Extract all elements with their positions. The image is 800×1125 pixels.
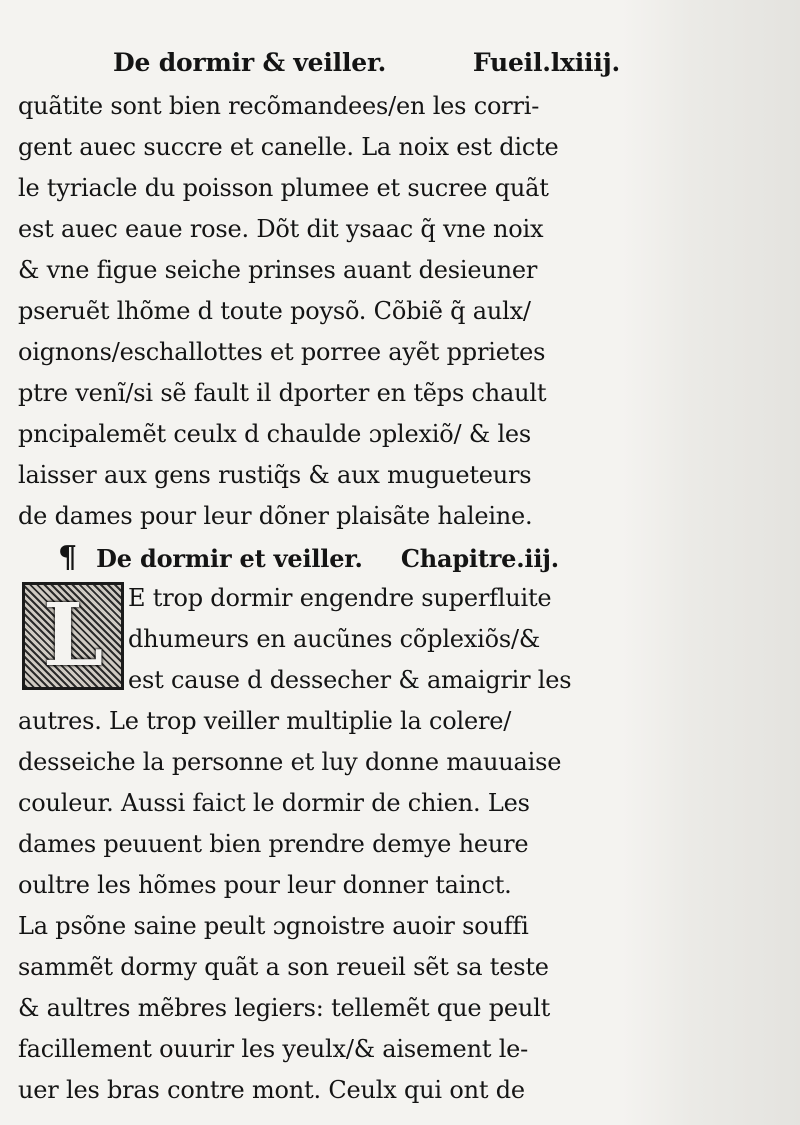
text-line: & aultres mẽbres legiers: tellemẽt que peult [18,994,551,1022]
chapter-heading [18,537,628,578]
text-line: pseruẽt lhõme d toute poysõ. Cõbiẽ q̃ aulx/ [18,297,531,325]
text-line: oignons/eschallottes et porree ayẽt pprietes [18,338,546,366]
text-line: sammẽt dormy quãt a son reueil sẽt sa teste [18,953,549,981]
text-block [18,40,628,1111]
initial-letter: L [42,585,104,686]
pilcrow-icon: ¶ [58,540,77,575]
text-line: quãtite sont bien recõmandees/en les corri- [18,92,540,120]
text-line: oultre les hõmes pour leur donner tainct. [18,871,512,899]
text-line: est cause d dessecher & amaigrir les [128,666,572,694]
running-head-title: De dormir & veiller. [113,48,387,77]
text-line: de dames pour leur dõner plaisãte haleine. [18,502,533,530]
text-line: uer les bras contre mont. Ceulx qui ont de [18,1076,525,1104]
paragraph-chapter-body [18,701,628,1111]
text-line: laisser aux gens rustiq̃s & aux mugueteurs [18,461,532,489]
text-line: desseiche la personne et luy donne mauuaise [18,748,562,776]
text-line: ptre venĩ/si sẽ fault il dporter en tẽps chault [18,379,547,407]
text-line: pncipalemẽt ceulx d chaulde ɔplexiõ/ & les [18,420,532,448]
text-line: facillement ouurir les yeulx/& aisement le- [18,1035,529,1063]
text-line: autres. Le trop veiller multiplie la colere/ [18,707,512,735]
paragraph-previous-chapter [18,86,628,537]
facing-page-edge [622,0,800,1125]
initial-lines [128,578,571,701]
text-line: La psõne saine peult ɔgnoistre auoir souffi [18,912,529,940]
text-line: dhumeurs en aucũnes cõplexiõs/& [128,625,541,653]
text-line: & vne figue seiche prinses auant desieuner [18,256,538,284]
chapter-title: De dormir et veiller. [96,544,363,573]
text-line: couleur. Aussi faict le dormir de chien. Les [18,789,530,817]
decorated-initial [22,582,124,690]
text-line: dames peuuent bien prendre demye heure [18,830,529,858]
text-line: E trop dormir engendre superfluite [128,584,552,612]
running-head [18,40,628,86]
text-line: gent auec succre et canelle. La noix est dicte [18,133,559,161]
text-line: le tyriacle du poisson plumee et sucree quãt [18,174,549,202]
chapter-opening [18,578,628,701]
folio-number: Fueil.lxiiij. [472,48,620,77]
text-line: est auec eaue rose. Dõt dit ysaac q̃ vne noix [18,215,544,243]
chapter-number: Chapitre.iij. [400,544,559,573]
